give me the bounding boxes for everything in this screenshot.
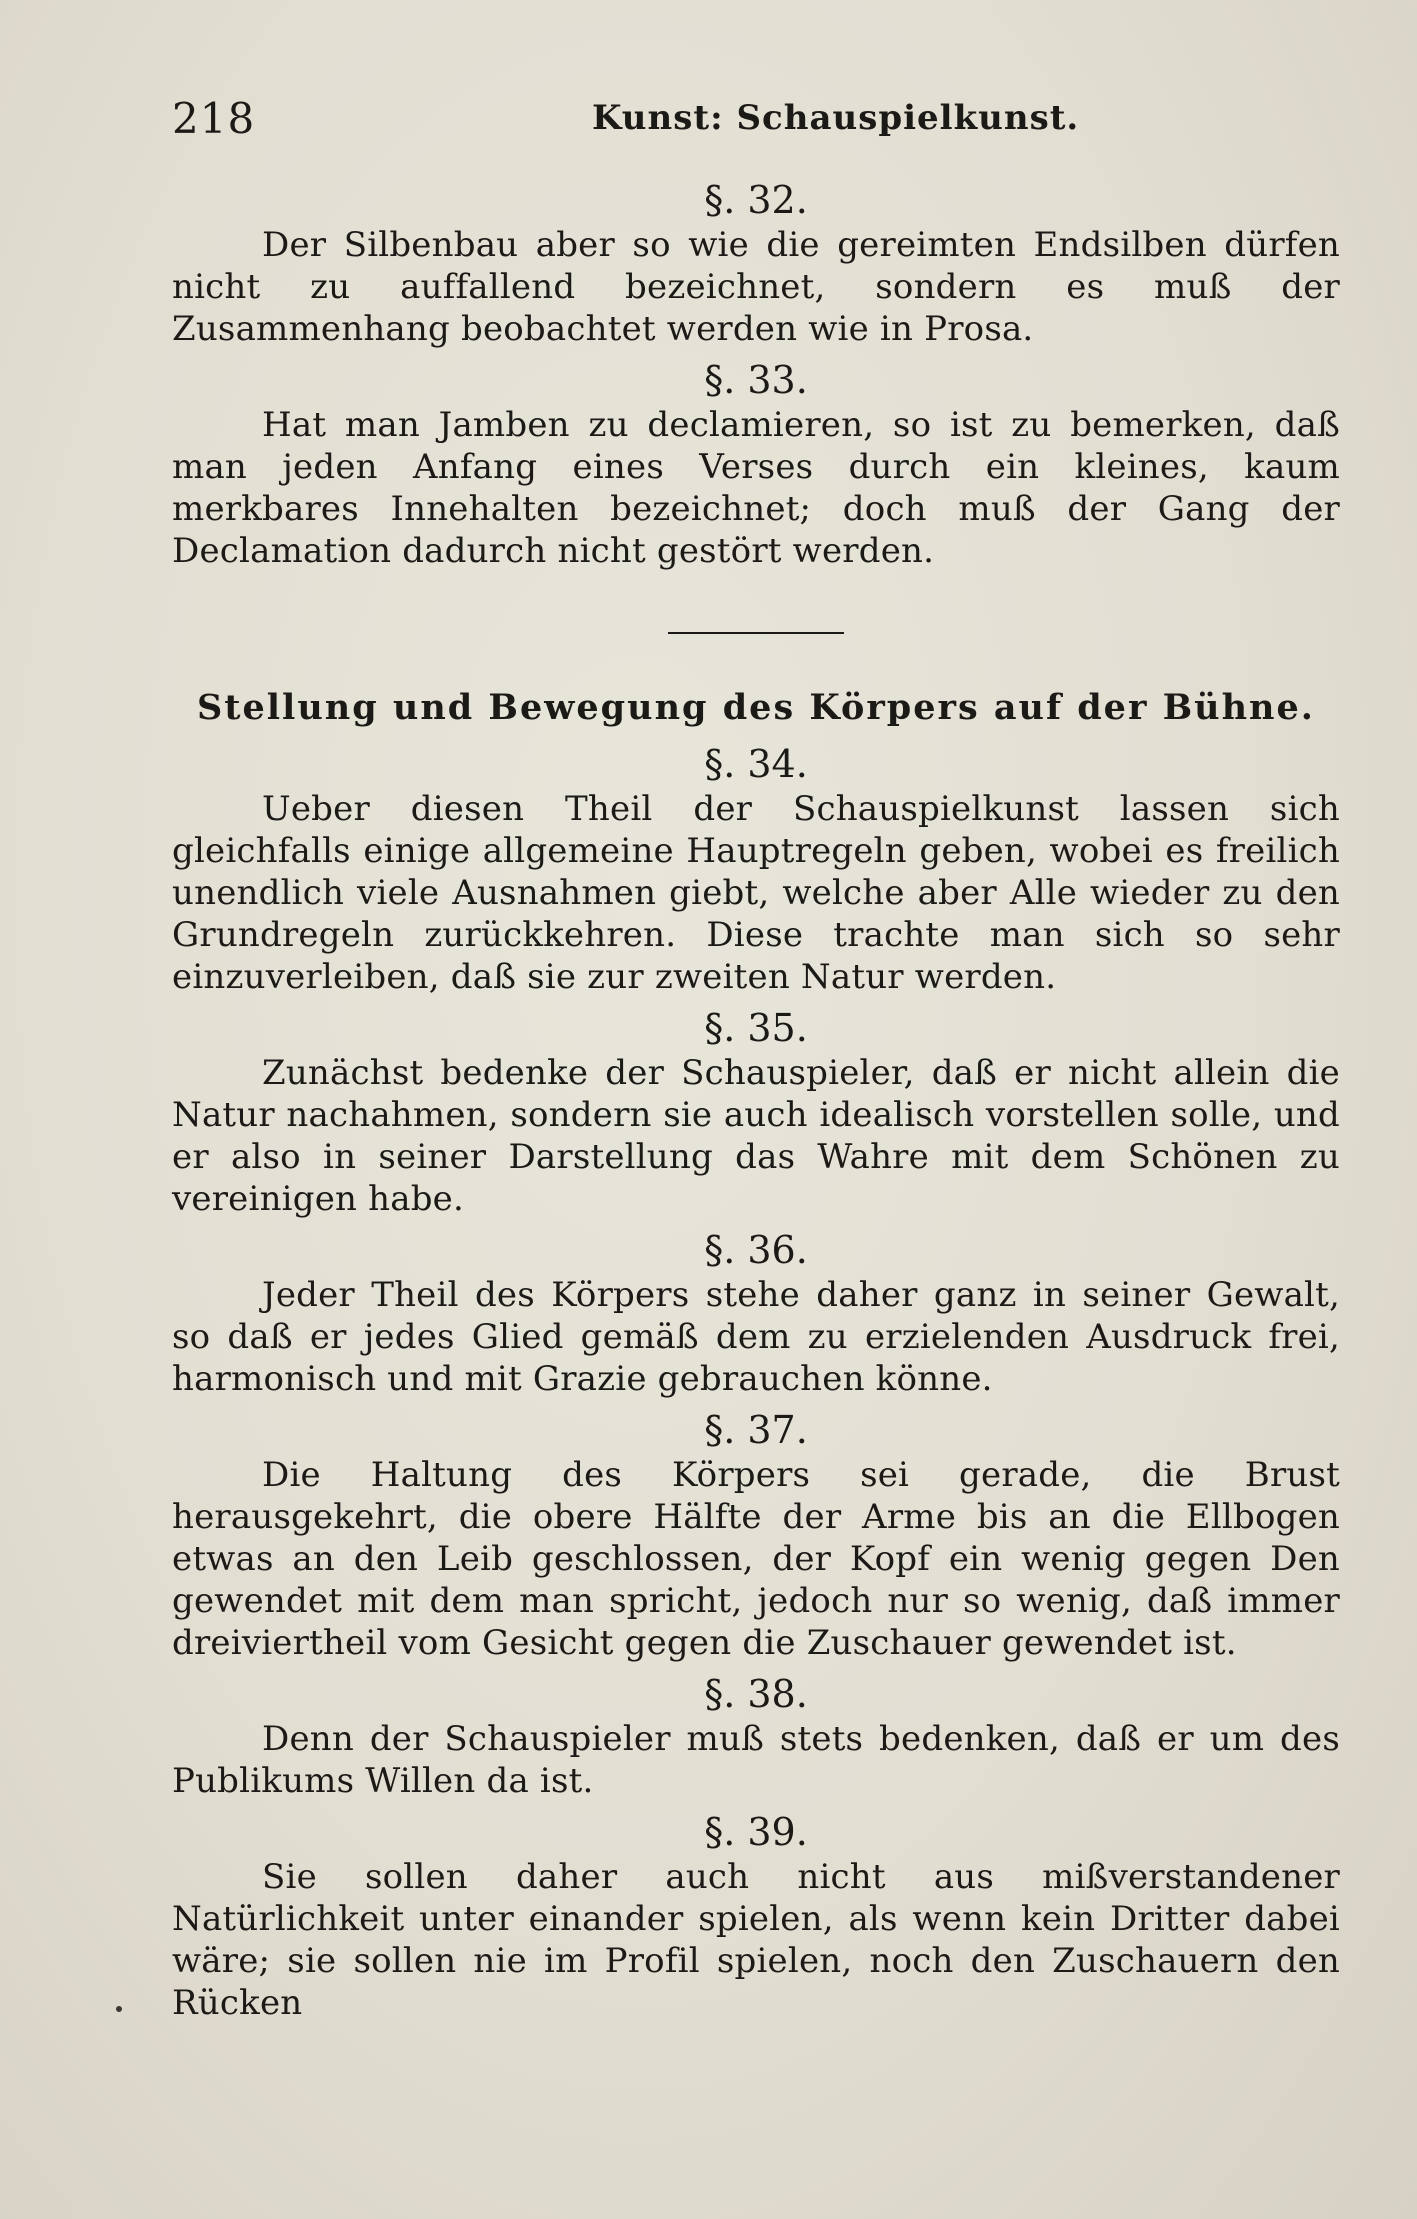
chapter-subheading: Stellung und Bewegung des Körpers auf der Bühne. xyxy=(197,687,1315,728)
section-text-34: Ueber diesen Theil der Schauspielkunst lassen sich gleichfalls einige allgemeine Hauptregeln geben, wobei es freilich unendlich viele Ausnahmen giebt, welche aber Alle wieder zu den Grundregeln zurückkehren. Diese trachte man sich so sehr einzuverleiben, daß sie zur zweiten Natur werden. xyxy=(172,789,1340,997)
section-text-36: Jeder Theil des Körpers stehe daher ganz in seiner Gewalt, so daß er jedes Glied gemäß dem zu erzielenden Ausdruck frei, harmonisch und mit Grazie gebrauchen könne. xyxy=(172,1275,1340,1399)
section-heading-35: §. 35. xyxy=(704,1006,808,1050)
body-text xyxy=(172,176,1340,2024)
page-header xyxy=(172,88,1340,144)
section-text-39: Sie sollen daher auch nicht aus mißverstandener Natürlichkeit unter einander spielen, als wenn kein Dritter dabei wäre; sie sollen nie im Profil spielen, noch den Zuschauern den Rücken xyxy=(172,1857,1340,2023)
page-number: 218 xyxy=(172,94,256,143)
section-divider xyxy=(668,632,844,634)
section-heading-36: §. 36. xyxy=(704,1228,808,1272)
section-text-32: Der Silbenbau aber so wie die gereimten Endsilben dürfen nicht zu auffallend bezeichnet, sondern es muß der Zusammenhang beobachtet werden wie in Prosa. xyxy=(172,225,1340,349)
section-text-35: Zunächst bedenke der Schauspieler, daß er nicht allein die Natur nachahmen, sondern sie auch idealisch vorstellen solle, und er also in seiner Darstellung das Wahre mit dem Schönen zu vereinigen habe. xyxy=(172,1053,1340,1219)
section-text-38: Denn der Schauspieler muß stets bedenken, daß er um des Publikums Willen da ist. xyxy=(172,1719,1340,1801)
section-heading-39: §. 39. xyxy=(704,1810,808,1854)
paper-speck xyxy=(116,2006,122,2012)
running-head: Kunst: Schauspielkunst. xyxy=(592,98,1080,138)
section-heading-32: §. 32. xyxy=(704,178,808,222)
section-heading-33: §. 33. xyxy=(704,358,808,402)
section-heading-34: §. 34. xyxy=(704,742,808,786)
section-heading-37: §. 37. xyxy=(704,1408,808,1452)
section-heading-38: §. 38. xyxy=(704,1672,808,1716)
section-text-37: Die Haltung des Körpers sei gerade, die Brust herausgekehrt, die obere Hälfte der Arme bis an die Ellbogen etwas an den Leib geschlossen, der Kopf ein wenig gegen Den gewendet mit dem man spricht, jedoch nur so wenig, daß immer dreiviertheil vom Gesicht gegen die Zuschauer gewendet ist. xyxy=(172,1455,1340,1663)
section-text-33: Hat man Jamben zu declamieren, so ist zu bemerken, daß man jeden Anfang eines Verses durch ein kleines, kaum merkbares Innehalten bezeichnet; doch muß der Gang der Declamation dadurch nicht gestört werden. xyxy=(172,405,1340,571)
